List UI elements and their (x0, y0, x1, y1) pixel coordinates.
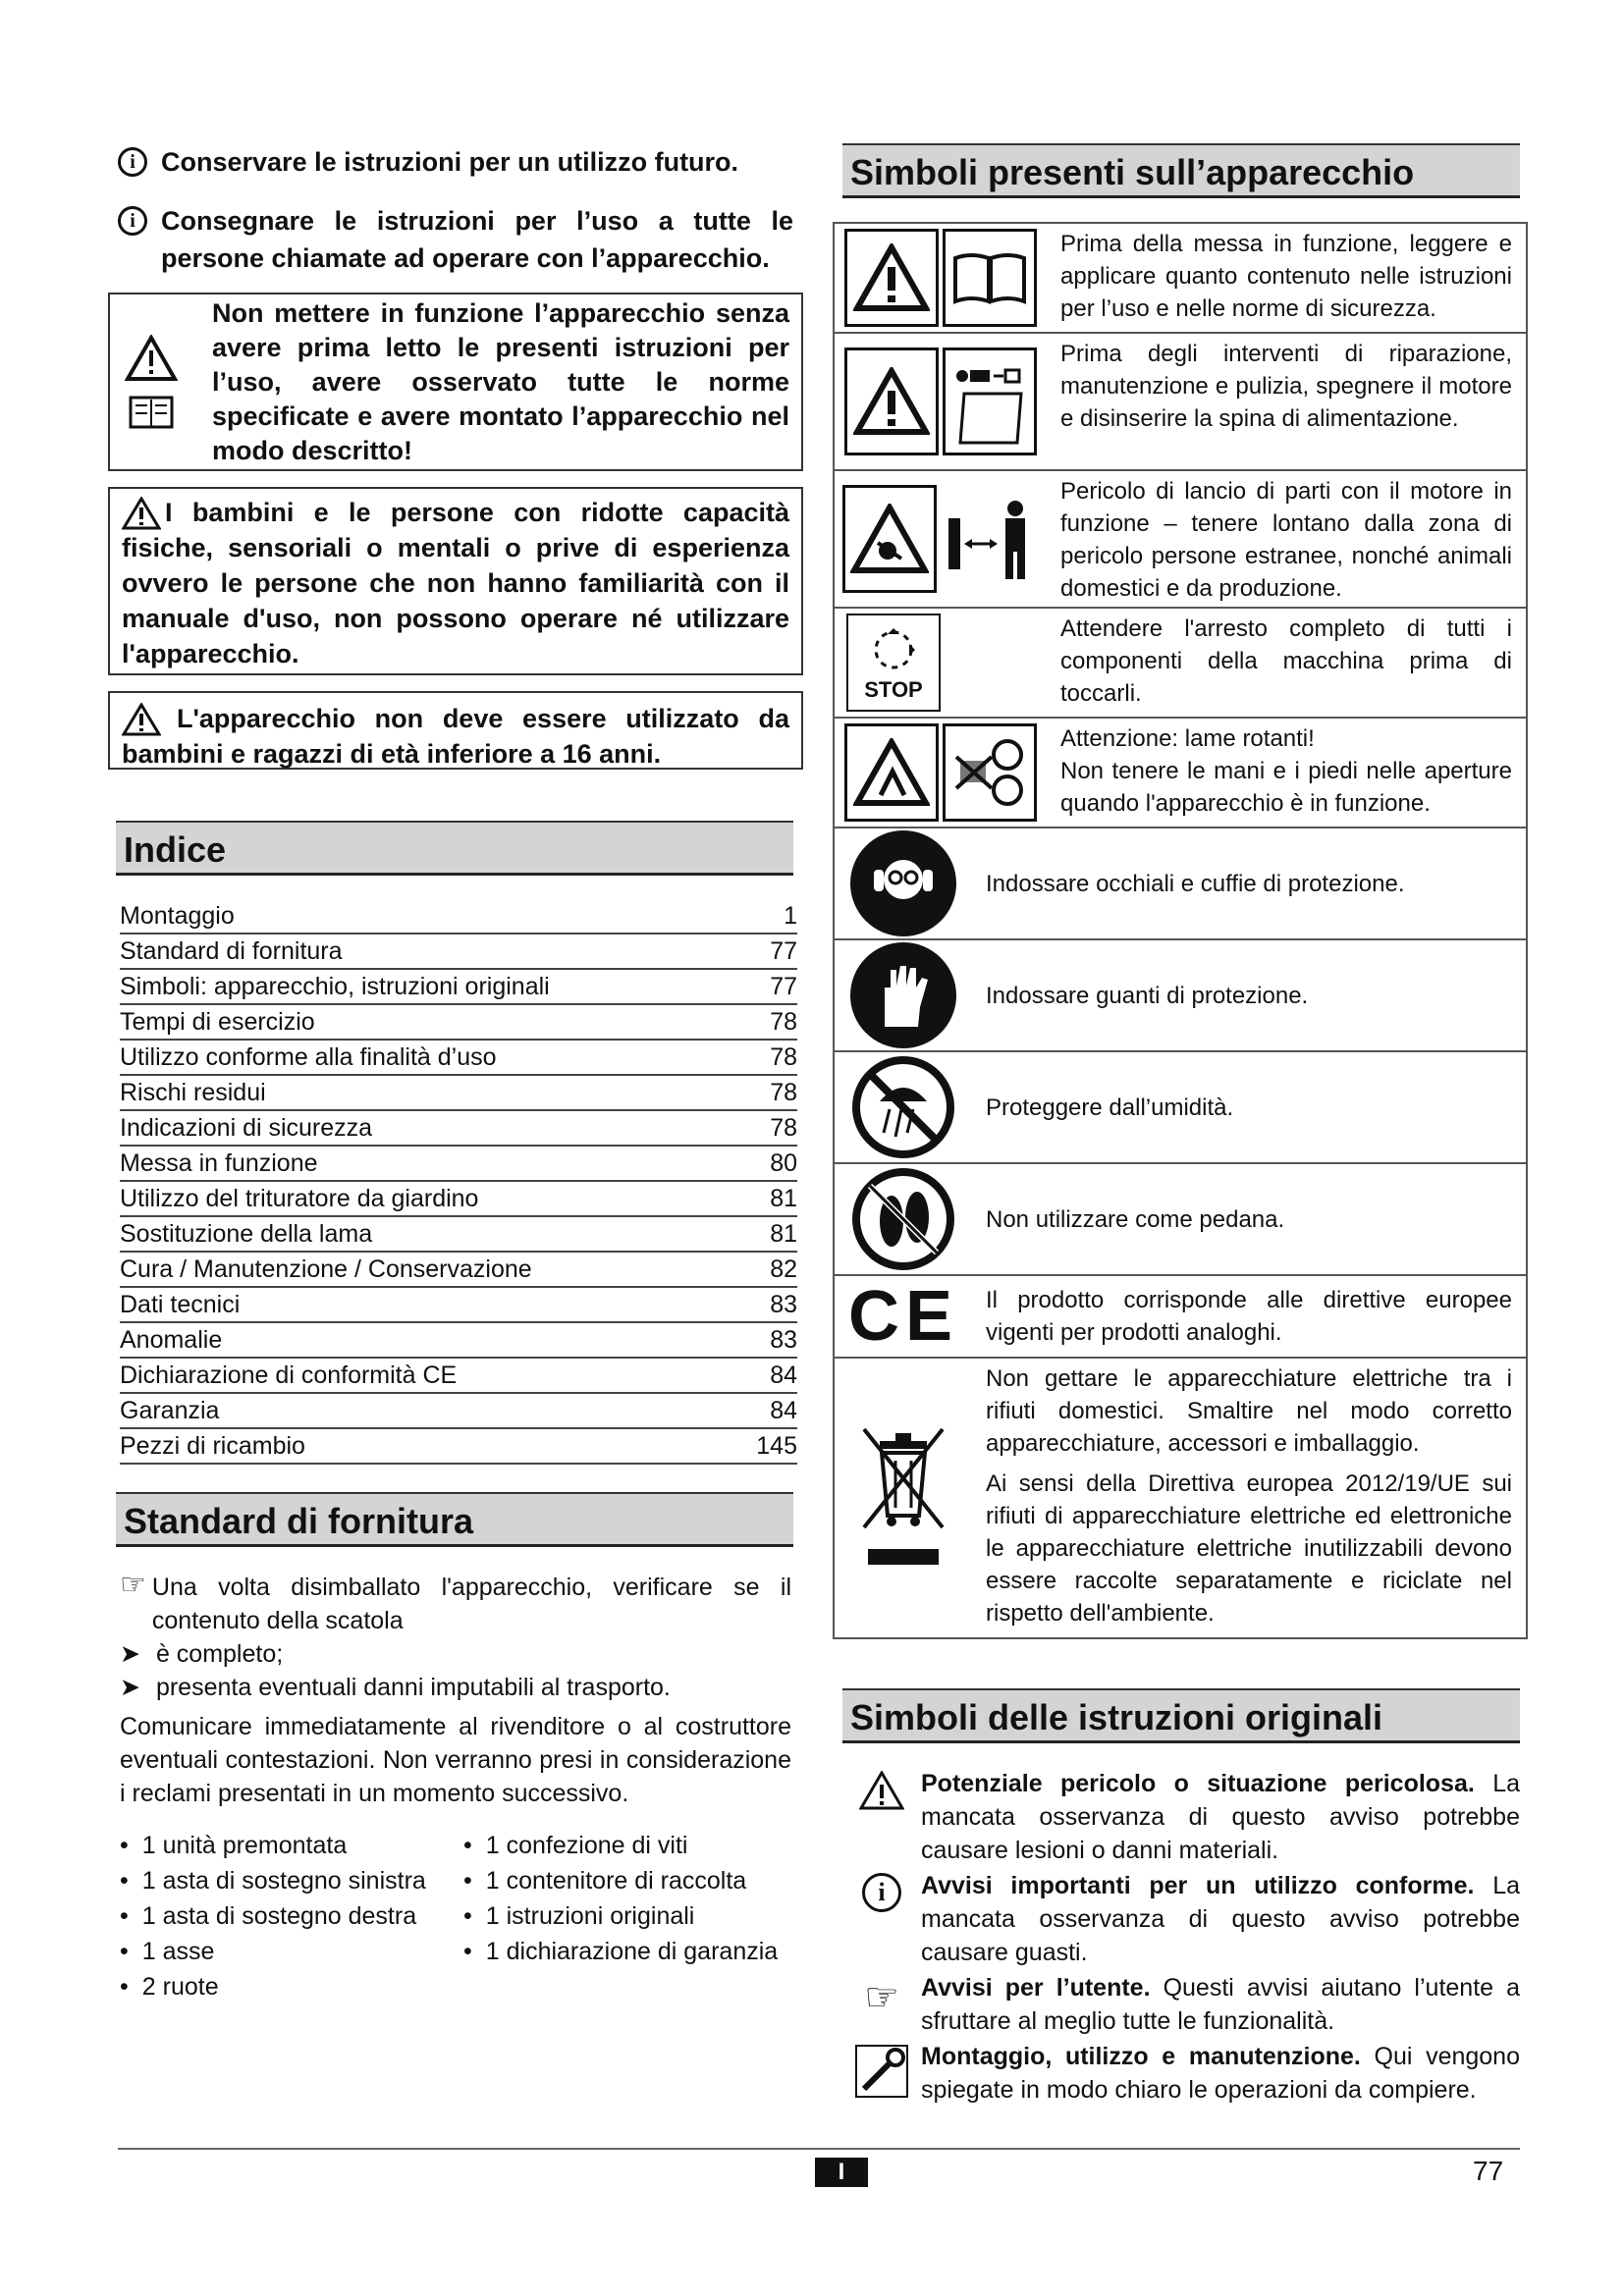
toc-label: Cura / Manutenzione / Conservazione (120, 1255, 532, 1283)
toc-page: 78 (770, 1079, 797, 1106)
table-of-contents (120, 899, 797, 1465)
arrow-bullet-icon: ➤ (120, 1640, 140, 1668)
toc-label: Montaggio (120, 902, 235, 930)
toc-label: Utilizzo conforme alla finalità d’uso (120, 1043, 497, 1071)
no-rain-icon (850, 1054, 956, 1160)
symbol-icons (835, 940, 972, 1050)
toc-row (120, 1005, 797, 1041)
toc-row (120, 1217, 797, 1253)
warning-triangle-icon (844, 229, 939, 327)
stop-label: STOP (864, 677, 923, 702)
list-item: • 2 ruote (120, 1973, 219, 2001)
toc-label: Dati tecnici (120, 1291, 241, 1318)
rotating-blades-warning-icon (844, 723, 939, 822)
toc-row (120, 1253, 797, 1288)
symbol-description: Potenziale pericolo o situazione pericolosa. La mancata osservanza di questo avviso potrebbe causare lesioni o danni materiali. (921, 1770, 1520, 1864)
toc-page: 83 (770, 1326, 797, 1354)
symbol-icons (835, 224, 1047, 332)
symbol-description: Indossare occhiali e cuffie di protezione. (986, 870, 1405, 897)
keep-distance-icon (941, 485, 1039, 593)
contents-list-left (120, 1828, 463, 2004)
symbol-row (835, 940, 1526, 1052)
toc-label: Rischi residui (120, 1079, 266, 1106)
toc-label: Dichiarazione di conformità CE (120, 1362, 458, 1389)
symbol-description: Indossare guanti di protezione. (986, 982, 1309, 1009)
toc-page: 78 (770, 1043, 797, 1071)
note-text: Consegnare le istruzioni per l’uso a tutte le persone chiamate ad operare con l’apparecchio. (161, 206, 793, 273)
symbol-icons (835, 334, 1047, 469)
warning-icons (110, 294, 192, 469)
symbol-icons (835, 1276, 972, 1357)
symbol-icons (835, 828, 972, 938)
symbol-description: Proteggere dall’umidità. (986, 1094, 1234, 1121)
page-number: 77 (1473, 2156, 1504, 2186)
symbol-description: Prima degli interventi di riparazione, manutenzione e pulizia, spegnere il motore e disinserire la spina di alimentazione. (1060, 341, 1512, 432)
manual-book-icon (943, 229, 1037, 327)
flying-debris-warning-icon (842, 485, 937, 593)
language-tab: I (815, 2158, 868, 2187)
toc-page: 81 (770, 1220, 797, 1248)
list-item: • 1 asta di sostegno destra (120, 1902, 417, 1930)
toc-page: 78 (770, 1008, 797, 1036)
symbol-row (835, 224, 1526, 334)
weee-description (972, 1359, 1526, 1637)
note-keep-instructions (118, 143, 793, 181)
info-icon: i (118, 147, 147, 177)
section-heading-indice: Indice (116, 821, 793, 876)
toc-label: Standard di fornitura (120, 937, 343, 965)
bullet-icon: • (120, 1902, 129, 1930)
section-heading-simboli-apparecchio: Simboli presenti sull’apparecchio (842, 143, 1520, 198)
symbol-description: Pericolo di lancio di parti con il motore in funzione – tenere lontano dalla zona di pericolo persone estranee, nonché animali domestici e da produzione. (1060, 478, 1512, 602)
symbol-description: Avvisi per l’utente. Questi avvisi aiutano l’utente a sfruttare al meglio tutte le funzionalità. (921, 1974, 1520, 2035)
list-item: ➤ è completo; (120, 1637, 791, 1671)
toc-row (120, 1323, 797, 1359)
symbol-row (835, 1052, 1526, 1164)
bullet-icon: • (463, 1902, 472, 1930)
toc-label: Pezzi di ricambio (120, 1432, 305, 1460)
fornitura-paragraph: Comunicare immediatamente al rivenditore o al costruttore eventuali contestazioni. Non verranno presi in considerazione i reclami presentati in un momento successivo. (120, 1713, 791, 1807)
symbol-row (842, 1767, 1520, 1867)
warning-text: Non mettere in funzione l’apparecchio senza avere prima letto le presenti istruzioni per l’uso, avere osservato tutte le norme specificate e avere montato l’apparecchio nel modo descritto! (212, 298, 789, 465)
warning-triangle-icon (859, 1771, 904, 1810)
bullet-icon: • (463, 1832, 472, 1859)
symbol-description: Non utilizzare come pedana. (986, 1205, 1285, 1233)
symbol-description: Montaggio, utilizzo e manutenzione. Qui vengono spiegate in modo chiaro le operazioni da compiere. (921, 2043, 1520, 2104)
bullet-icon: • (463, 1938, 472, 1965)
warning-text: I bambini e le persone con ridotte capacità fisiche, sensoriali o mentali o prive di esperienza ovvero le persone che non hanno familiarità con il manuale d'uso, non possono operare né utilizzare l'apparecchio. (122, 498, 789, 668)
warning-triangle-icon (844, 347, 939, 455)
toc-page: 80 (770, 1149, 797, 1177)
warning-box-children (108, 487, 803, 675)
toc-row (120, 1041, 797, 1076)
toc-row (120, 1394, 797, 1429)
toc-page: 145 (756, 1432, 797, 1460)
pointing-hand-icon: ☞ (864, 1976, 899, 2019)
symbol-row (835, 334, 1526, 471)
fornitura-intro: ☞ Una volta disimballato l'apparecchio, verificare se il contenuto della scatola (120, 1571, 791, 1637)
symbol-icons (835, 471, 1047, 607)
toc-label: Indicazioni di sicurezza (120, 1114, 373, 1142)
symbol-row (842, 2040, 1520, 2107)
symbol-row (842, 1971, 1520, 2038)
bullet-icon: • (120, 1832, 129, 1859)
symbol-row (835, 1359, 1526, 1637)
toc-label: Sostituzione della lama (120, 1220, 373, 1248)
toc-page: 84 (770, 1362, 797, 1389)
pointing-hand-icon: ☞ (120, 1569, 146, 1601)
warning-triangle-icon (125, 335, 178, 382)
bullet-icon: • (120, 1867, 129, 1895)
list-item: • 1 unità premontata (120, 1832, 348, 1859)
toc-row (120, 1076, 797, 1111)
footer-rule (118, 2148, 1520, 2150)
note-hand-over-instructions (118, 202, 793, 277)
fornitura-content (120, 1571, 791, 2004)
toc-label: Garanzia (120, 1397, 220, 1424)
no-step-icon (850, 1166, 956, 1272)
unplug-manual-icon (943, 347, 1037, 455)
toc-page: 83 (770, 1291, 797, 1318)
warning-triangle-icon (122, 703, 161, 736)
gloves-icon (850, 942, 956, 1048)
symbol-description: Il prodotto corrisponde alle direttive europee vigenti per prodotti analoghi. (986, 1287, 1512, 1346)
info-icon: i (862, 1873, 901, 1912)
symbol-icons (835, 609, 1047, 717)
toc-row (120, 970, 797, 1005)
symbol-row (842, 1869, 1520, 1969)
toc-page: 77 (770, 937, 797, 965)
symbol-row (835, 1276, 1526, 1359)
toc-row (120, 1429, 797, 1465)
toc-row (120, 1182, 797, 1217)
toc-page: 77 (770, 973, 797, 1000)
toc-label: Utilizzo del trituratore da giardino (120, 1185, 479, 1212)
bullet-icon: • (463, 1867, 472, 1895)
manual-book-icon (129, 396, 174, 429)
symbol-icons (835, 1164, 972, 1274)
list-item: • 1 asta di sostegno sinistra (120, 1867, 426, 1895)
toc-row (120, 934, 797, 970)
list-item: • 1 istruzioni originali (463, 1902, 695, 1930)
section-heading-fornitura: Standard di fornitura (116, 1492, 793, 1547)
symbol-description: Prima della messa in funzione, leggere e applicare quanto contenuto nelle istruzioni per l’uso e nelle norme di sicurezza. (1060, 231, 1512, 322)
toc-page: 81 (770, 1185, 797, 1212)
list-item: ➤ presenta eventuali danni imputabili al trasporto. (120, 1671, 791, 1704)
symbols-table (833, 222, 1528, 1639)
contents-list-right (463, 1828, 787, 2004)
toc-row (120, 1288, 797, 1323)
warning-triangle-icon (122, 497, 161, 530)
symbol-row (835, 609, 1526, 719)
original-instructions-symbols (842, 1767, 1520, 2107)
toc-row (120, 1111, 797, 1147)
symbol-row (835, 1164, 1526, 1276)
toc-label: Tempi di esercizio (120, 1008, 315, 1036)
symbol-description: Attenzione: lame rotanti! Non tenere le mani e i piedi nelle aperture quando l'apparecchio è in funzione. (1060, 725, 1512, 817)
wrench-icon (854, 2044, 909, 2099)
toc-label: Simboli: apparecchio, istruzioni originali (120, 973, 550, 1000)
symbol-description: Non gettare le apparecchiature elettriche tra i rifiuti domestici. Smaltire nel modo corretto apparecchiature, accessori e imballaggio. (986, 1365, 1512, 1457)
toc-page: 84 (770, 1397, 797, 1424)
weee-crossed-bin-icon (854, 1419, 952, 1576)
toc-label: Anomalie (120, 1326, 223, 1354)
symbol-row (835, 719, 1526, 828)
toc-row (120, 1359, 797, 1394)
stop-wait-icon (846, 614, 941, 712)
bullet-icon: • (120, 1938, 129, 1965)
warning-box-age (108, 691, 803, 770)
toc-label: Messa in funzione (120, 1149, 318, 1177)
toc-page: 82 (770, 1255, 797, 1283)
warning-box-read-manual (108, 293, 803, 471)
symbol-row (835, 828, 1526, 940)
symbol-icons (835, 1052, 972, 1162)
eye-ear-protection-icon (850, 830, 956, 936)
toc-row (120, 1147, 797, 1182)
toc-page: 78 (770, 1114, 797, 1142)
toc-page: 1 (784, 902, 797, 930)
symbol-icons (835, 1359, 972, 1637)
symbol-description: Attendere l'arresto completo di tutti i componenti della macchina prima di toccarli. (1060, 615, 1512, 707)
no-hands-feet-icon (943, 723, 1037, 822)
note-text: Conservare le istruzioni per un utilizzo futuro. (161, 147, 739, 177)
list-item: • 1 contenitore di raccolta (463, 1867, 747, 1895)
ce-mark-icon: CE (847, 1277, 959, 1356)
info-icon: i (118, 206, 147, 236)
bullet-icon: • (120, 1973, 129, 2001)
symbol-row (835, 471, 1526, 609)
list-item: • 1 confezione di viti (463, 1832, 688, 1859)
list-item: • 1 dichiarazione di garanzia (463, 1938, 779, 1965)
contents-list (120, 1828, 791, 2004)
list-item: • 1 asse (120, 1938, 215, 1965)
symbol-icons (835, 719, 1047, 827)
symbol-description: Avvisi importanti per un utilizzo conforme. La mancata osservanza di questo avviso potrebbe causare guasti. (921, 1872, 1520, 1966)
section-heading-simboli-istruzioni: Simboli delle istruzioni originali (842, 1688, 1520, 1743)
toc-row (120, 899, 797, 934)
symbol-description: Ai sensi della Direttiva europea 2012/19/UE sui rifiuti di apparecchiature elettriche ed elettroniche le apparecchiature elettriche inutilizzabili devono essere raccolte separatamente e riciclate nel rispetto dell'ambiente. (986, 1470, 1512, 1627)
warning-text: L'apparecchio non deve essere utilizzato da bambini e ragazzi di età inferiore a 16 anni. (122, 704, 789, 769)
arrow-bullet-icon: ➤ (120, 1674, 140, 1701)
